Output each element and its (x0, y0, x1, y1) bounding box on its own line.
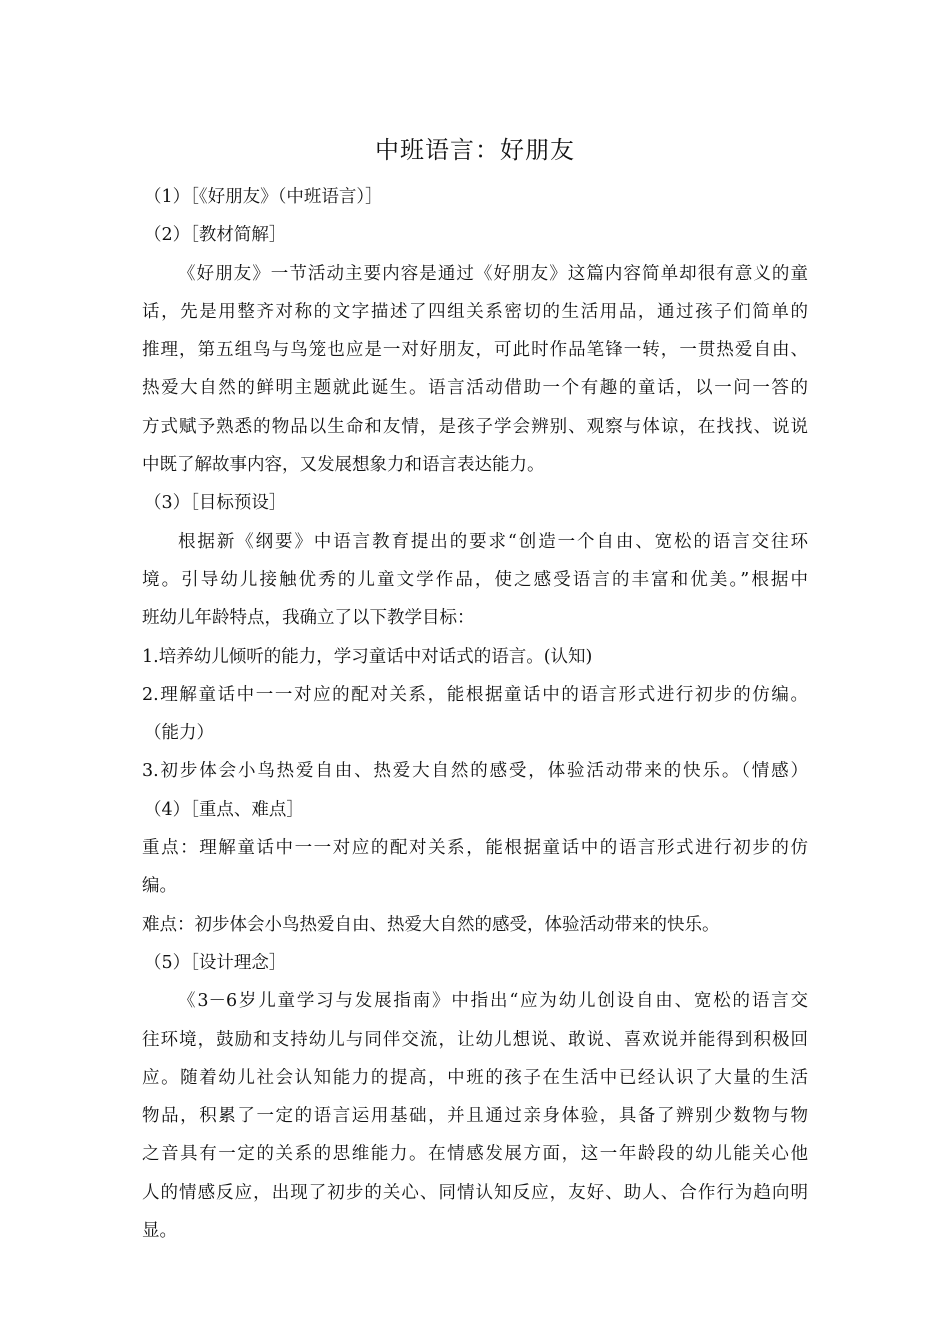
document-title: 中班语言：好朋友 (375, 136, 575, 164)
paragraph-line: 之音具有一定的关系的思维能力。在情感发展方面，这一年龄段的幼儿能关心他 (142, 1144, 808, 1165)
section-heading-4: （4）［重点、难点］ (144, 799, 304, 820)
goal-item-2-tag: （能力） (144, 723, 214, 744)
key-point-line: 重点：理解童话中一一对应的配对关系，能根据童话中的语言形式进行初步的仿 (142, 838, 808, 859)
paragraph-line: 人的情感反应，出现了初步的关心、同情认知反应，友好、助人、合作行为趋向明 (142, 1182, 808, 1203)
section-heading-3: （3）［目标预设］ (144, 493, 287, 514)
goal-item-3: 3.初步体会小鸟热爱自由、热爱大自然的感受，体验活动带来的快乐。（情感） (142, 761, 808, 782)
key-point-line: 编。 (142, 876, 177, 897)
paragraph-line: 物品，积累了一定的语言运用基础，并且通过亲身体验，具备了辨别少数物与物 (142, 1106, 808, 1127)
paragraph-line: 境。引导幼儿接触优秀的儿童文学作品，使之感受语言的丰富和优美。”根据中 (142, 569, 808, 590)
paragraph-line: 应。随着幼儿社会认知能力的提高，中班的孩子在生活中已经认识了大量的生活 (142, 1067, 808, 1088)
paragraph-line: 中既了解故事内容，又发展想象力和语言表达能力。 (142, 455, 545, 476)
section-heading-1: （1）［《好朋友》（中班语言）］ (144, 187, 383, 207)
paragraph-line: 话，先是用整齐对称的文字描述了四组关系密切的生活用品，通过孩子们简单的 (142, 301, 808, 322)
document-body (142, 178, 808, 1250)
difficult-point-line: 难点：初步体会小鸟热爱自由、热爱大自然的感受，体验活动带来的快乐。 (142, 914, 720, 935)
paragraph-line: 《3－6岁儿童学习与发展指南》中指出“应为幼儿创设自由、宽松的语言交 (178, 991, 808, 1012)
paragraph-line: 往环境，鼓励和支持幼儿与同伴交流，让幼儿想说、敢说、喜欢说并能得到积极回 (142, 1029, 808, 1050)
section-heading-2: （2）［教材简解］ (144, 225, 287, 246)
paragraph-line: 显。 (142, 1221, 177, 1242)
paragraph-line: 方式赋予熟悉的物品以生命和友情，是孩子学会辨别、观察与体谅，在找找、说说 (142, 416, 808, 437)
paragraph-line: 班幼儿年龄特点，我确立了以下教学目标： (142, 608, 475, 629)
goal-item-1: 1.培养幼儿倾听的能力，学习童话中对话式的语言。(认知) (142, 646, 593, 667)
section-heading-5: （5）［设计理念］ (144, 952, 287, 973)
paragraph-line: 根据新《纲要》中语言教育提出的要求“创造一个自由、宽松的语言交往环 (178, 531, 808, 552)
paragraph-line: 热爱大自然的鲜明主题就此诞生。语言活动借助一个有趣的童话，以一问一答的 (142, 378, 808, 399)
paragraph-line: 《好朋友》一节活动主要内容是通过《好朋友》这篇内容简单却很有意义的童 (178, 263, 808, 284)
goal-item-2: 2.理解童话中一一对应的配对关系，能根据童话中的语言形式进行初步的仿编。 (142, 684, 808, 705)
paragraph-line: 推理，第五组鸟与鸟笼也应是一对好朋友，可此时作品笔锋一转，一贯热爱自由、 (142, 340, 808, 361)
